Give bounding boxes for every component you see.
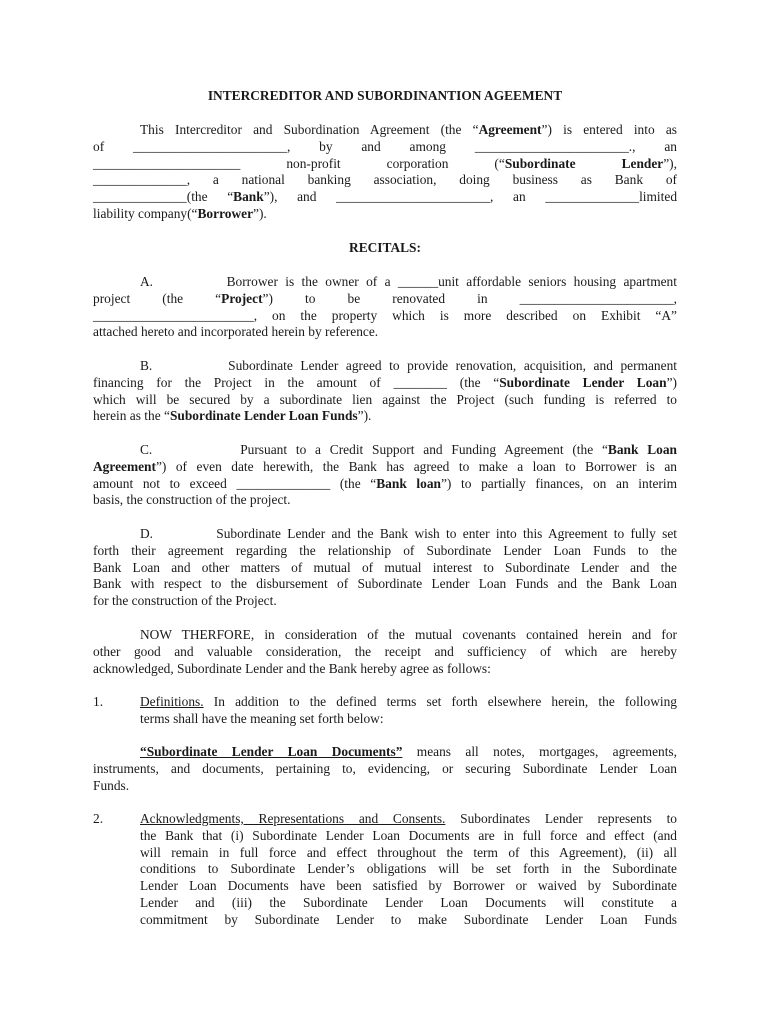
recital-c-line-1: C. Pursuant to a Credit Support and Funding Agreement (the “Bank Loan — [140, 442, 677, 457]
recital-c-line-4: basis, the construction of the project. — [93, 492, 291, 508]
recital-b-line-3: which will be secured by a subordinate lien against the Project (such funding is referred to — [93, 391, 677, 407]
section-1-heading: Definitions. — [140, 694, 204, 709]
section-2-line-1: Acknowledgments, Representations and Consents. Subordinates Lender represents to — [140, 811, 677, 826]
section-2-line-5: Lender Loan Documents have been satisfied by Borrower or waived by Subordinate — [140, 878, 677, 894]
section-2-line-6: Lender and (iii) the Subordinate Lender Loan Documents will constitute a — [140, 894, 677, 910]
defined-term-project: Project — [221, 290, 263, 306]
recital-d — [93, 526, 677, 610]
recital-a — [93, 274, 677, 341]
title-text: INTERCREDITOR AND SUBORDINANTION AGEEMENT — [207, 88, 563, 103]
intro-line-6: liability company(“Borrower”). — [93, 205, 267, 221]
definition-line-3: Funds. — [93, 777, 130, 793]
section-2-line-4: conditions to Subordinate Lender’s obligations will be set forth in the Subordinate — [140, 861, 677, 877]
intro-line-3: ______________________ non-profit corporation (“Subordinate Lender”), — [93, 155, 677, 171]
recital-a-label: A. — [140, 274, 154, 289]
section-1-line-2: terms shall have the meaning set forth below: — [140, 710, 384, 726]
defined-term-subordinate-lender: Subordinate Lender — [504, 155, 664, 171]
recital-c — [93, 442, 677, 509]
recital-b-line-1: B. Subordinate Lender agreed to provide renovation, acquisition, and permanent — [140, 358, 677, 373]
recital-a-line-3: ________________________, on the property which is more described on Exhibit “A” — [93, 307, 677, 323]
intro-line-4: ______________, a national banking association, doing business as Bank of — [93, 172, 677, 188]
recital-d-line-2: forth their agreement regarding the relationship of Subordinate Lender Loan Funds to the — [93, 542, 677, 558]
section-1 — [93, 694, 677, 728]
recital-d-line-3: Bank Loan and other matters of mutual of mutual interest to Subordinate Lender and the — [93, 559, 677, 575]
definition-subordinate-lender-loan-documents — [93, 744, 677, 794]
recital-c-line-3: amount not to exceed ______________ (the “Bank loan”) to partially finances, on an interim — [93, 475, 677, 491]
now-therefore-paragraph — [93, 627, 677, 677]
recital-c-label: C. — [140, 442, 153, 457]
now-therefore-line-2: other good and valuable consideration, the receipt and sufficiency of which are hereby — [93, 643, 677, 659]
defined-term-subordinate-lender-loan: Subordinate Lender Loan — [499, 374, 667, 390]
recital-a-line-4: attached hereto and incorporated herein by reference. — [93, 324, 379, 340]
defined-term-bank: Bank — [233, 189, 264, 205]
section-2-heading: Acknowledgments, Representations and Consents. — [140, 811, 446, 826]
recital-c-line-2: Agreement”) of even date herewith, the Bank has agreed to make a loan to Borrower is an — [93, 458, 677, 474]
definition-term: “Subordinate Lender Loan Documents” — [140, 744, 403, 759]
defined-term-bank-loan: Bank loan — [376, 475, 441, 491]
document-title — [93, 88, 677, 105]
intro-line-1: This Intercreditor and Subordination Agreement (the “Agreement”) is entered into as — [140, 122, 677, 137]
recital-b — [93, 358, 677, 425]
section-2-number: 2. — [93, 811, 104, 826]
section-2-line-3: will remain in full force and effect throughout the term of this Agreement), (ii) all — [140, 844, 677, 860]
intro-line-2: of _______________________, by and among _______________________., an — [93, 138, 677, 154]
section-2-line-2: the Bank that (i) Subordinate Lender Loan Documents are in full force and effect (and — [140, 827, 677, 843]
recital-d-line-1: D. Subordinate Lender and the Bank wish to enter into this Agreement to fully set — [140, 526, 677, 541]
recital-a-line-2: project (the “Project”) to be renovated in _______________________, — [93, 290, 678, 306]
defined-term-agreement: Agreement — [478, 122, 542, 137]
intro-paragraph — [93, 122, 677, 223]
section-2-line-7: commitment by Subordinate Lender to make Subordinate Lender Loan Funds — [140, 911, 677, 927]
recital-a-line-1: A. Borrower is the owner of a ______unit affordable seniors housing apartment — [140, 274, 677, 289]
recital-b-label: B. — [140, 358, 153, 373]
section-2-body — [140, 811, 677, 929]
section-1-line-1: Definitions. In addition to the defined terms set forth elsewhere herein, the following — [140, 694, 677, 709]
section-1-body — [140, 694, 677, 728]
definition-line-1: “Subordinate Lender Loan Documents” means all notes, mortgages, agreements, — [140, 744, 677, 759]
section-2 — [93, 811, 677, 931]
now-therefore-line-1: NOW THERFORE, in consideration of the mutual covenants contained herein and for — [140, 627, 677, 642]
recital-b-line-4: herein as the “Subordinate Lender Loan Funds”). — [93, 408, 372, 424]
recital-d-line-5: for the construction of the Project. — [93, 593, 277, 609]
section-1-number: 1. — [93, 694, 104, 709]
recitals-heading: RECITALS: — [349, 240, 421, 255]
defined-term-bank-loan-agreement-part-1: Bank Loan — [607, 442, 677, 457]
defined-term-bank-loan-agreement-part-2: Agreement — [93, 458, 156, 474]
recital-d-line-4: Bank with respect to the disbursement of Subordinate Lender Loan Funds and the Bank Loan — [93, 576, 677, 592]
recital-d-label: D. — [140, 526, 154, 541]
recital-b-line-2: financing for the Project in the amount of ________ (the “Subordinate Lender Loan”) — [93, 374, 677, 390]
defined-term-borrower: Borrower — [197, 205, 254, 221]
intro-line-5: ______________(the “Bank”), and _______________________, an ______________limited — [93, 189, 678, 205]
defined-term-subordinate-lender-loan-funds: Subordinate Lender Loan Funds — [169, 408, 358, 424]
definition-line-2: instruments, and documents, pertaining to, evidencing, or securing Subordinate Lender Loan — [93, 760, 677, 776]
now-therefore-line-3: acknowledged, Subordinate Lender and the Bank hereby agree as follows: — [93, 660, 491, 676]
